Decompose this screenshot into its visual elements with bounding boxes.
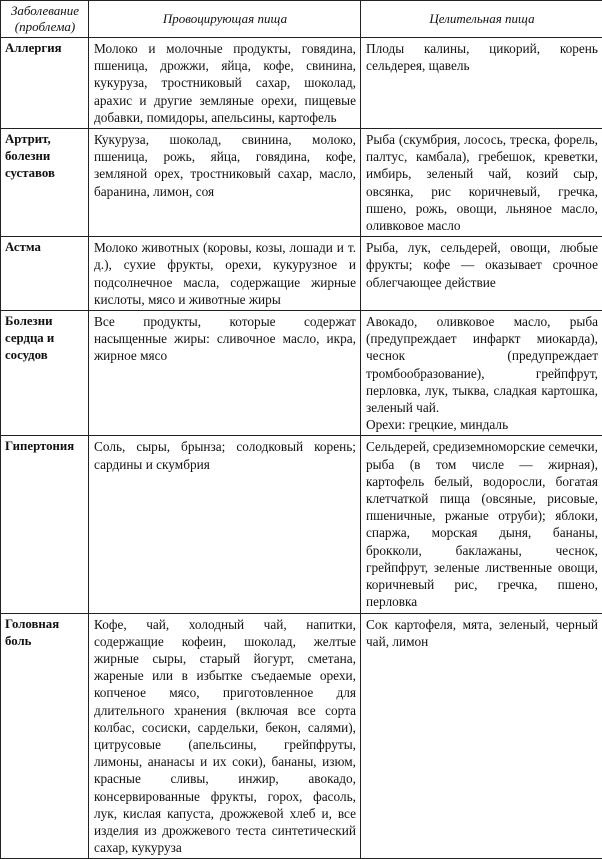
disease-cell: Астма — [1, 237, 89, 311]
disease-cell: Болезни сердца и сосудов — [1, 311, 89, 436]
healing-cell: Сельдерей, средиземноморские семечки, рыба (в том числе — жирная), картофель белый, водоросли, богатая клетчаткой пища (овсяные, рисовые, пшеничные, ржаные отруби); яблоки, спаржа, морская дыня, бананы, брокколи, баклажаны, чеснок, грейпфрут, зеленые лиственные овощи, коричневый рис, гречка, пшено, перловка — [361, 436, 602, 613]
table-row — [1, 38, 602, 129]
disease-cell: Гипертония — [1, 436, 89, 613]
table-row — [1, 237, 602, 311]
provoking-cell: Кофе, чай, холодный чай, напитки, содержащие кофеин, шоколад, желтые жирные сыры, старый йогурт, сметана, жареные или в избытке съедаемые орехи, копченое мясо, приготовленное для длительного хранения (включая все сорта колбас, сосиски, сардельки, бекон, салями), цитрусовые (апельсины, грейпфруты, лимоны, ананасы и их соки), бананы, изюм, красные сливы, инжир, авокадо, консервированные фрукты, горох, фасоль, лук, кислая капуста, дрожжевой хлеб и, все изделия из дрожжевого теста синтетический сахар, кукуруза — [89, 613, 361, 859]
disease-cell: Аллергия — [1, 38, 89, 129]
provoking-cell: Соль, сыры, брынза; солодковый корень; сардины и скумбрия — [89, 436, 361, 613]
provoking-cell: Кукуруза, шоколад, свинина, молоко, пшеница, рожь, яйца, говядина, кофе, земляной орех, тростниковый сахар, масло, баранина, лимон, соя — [89, 129, 361, 237]
healing-cell: Рыба (скумбрия, лосось, треска, форель, палтус, камбала), гребешок, креветки, имбирь, зеленый чай, козий сыр, овсянка, рис коричневый, гречка, пшено, рожь, овощи, льняное масло, оливковое масло — [361, 129, 602, 237]
disease-cell: Артрит, болезни суставов — [1, 129, 89, 237]
disease-cell: Головная боль — [1, 613, 89, 859]
header-row — [1, 1, 602, 38]
healing-cell: Плоды калины, цикорий, корень сельдерея, щавель — [361, 38, 602, 129]
header-disease: Заболевание (проблема) — [1, 1, 89, 38]
healing-text: Авокадо, оливковое масло, рыба (предупреждает инфаркт миокарда), чеснок (предупреждает тромбообразование), грейпфрут, перловка, лук, тыква, сладкая картошка, зеленый чай. — [366, 313, 598, 416]
healing-cell: Сок картофеля, мята, зеленый, черный чай, лимон — [361, 613, 602, 859]
provoking-cell: Молоко животных (коровы, козы, лошади и т. д.), сухие фрукты, орехи, кукурузное и подсолнечное масла, содержащие жирные кислоты, мясо и животные жиры — [89, 237, 361, 311]
healing-extra-text: Орехи: грецкие, миндаль — [366, 416, 598, 433]
provoking-cell: Молоко и молочные продукты, говядина, пшеница, дрожжи, яйца, кофе, свинина, кукуруза, тростниковый сахар, шоколад, арахис и другие земляные орехи, пищевые добавки, помидоры, апельсины, картофель — [89, 38, 361, 129]
table-row — [1, 436, 602, 613]
table-row — [1, 129, 602, 237]
table-row — [1, 613, 602, 859]
header-provoking: Провоцирующая пища — [89, 1, 361, 38]
healing-cell — [361, 311, 602, 436]
header-healing: Целительная пища — [361, 1, 602, 38]
provoking-cell: Все продукты, которые содержат насыщенные жиры: сливочное масло, икра, жирное мясо — [89, 311, 361, 436]
healing-cell: Рыба, лук, сельдерей, овощи, любые фрукты; кофе — оказывает срочное облегчающее действие — [361, 237, 602, 311]
table-row — [1, 311, 602, 436]
